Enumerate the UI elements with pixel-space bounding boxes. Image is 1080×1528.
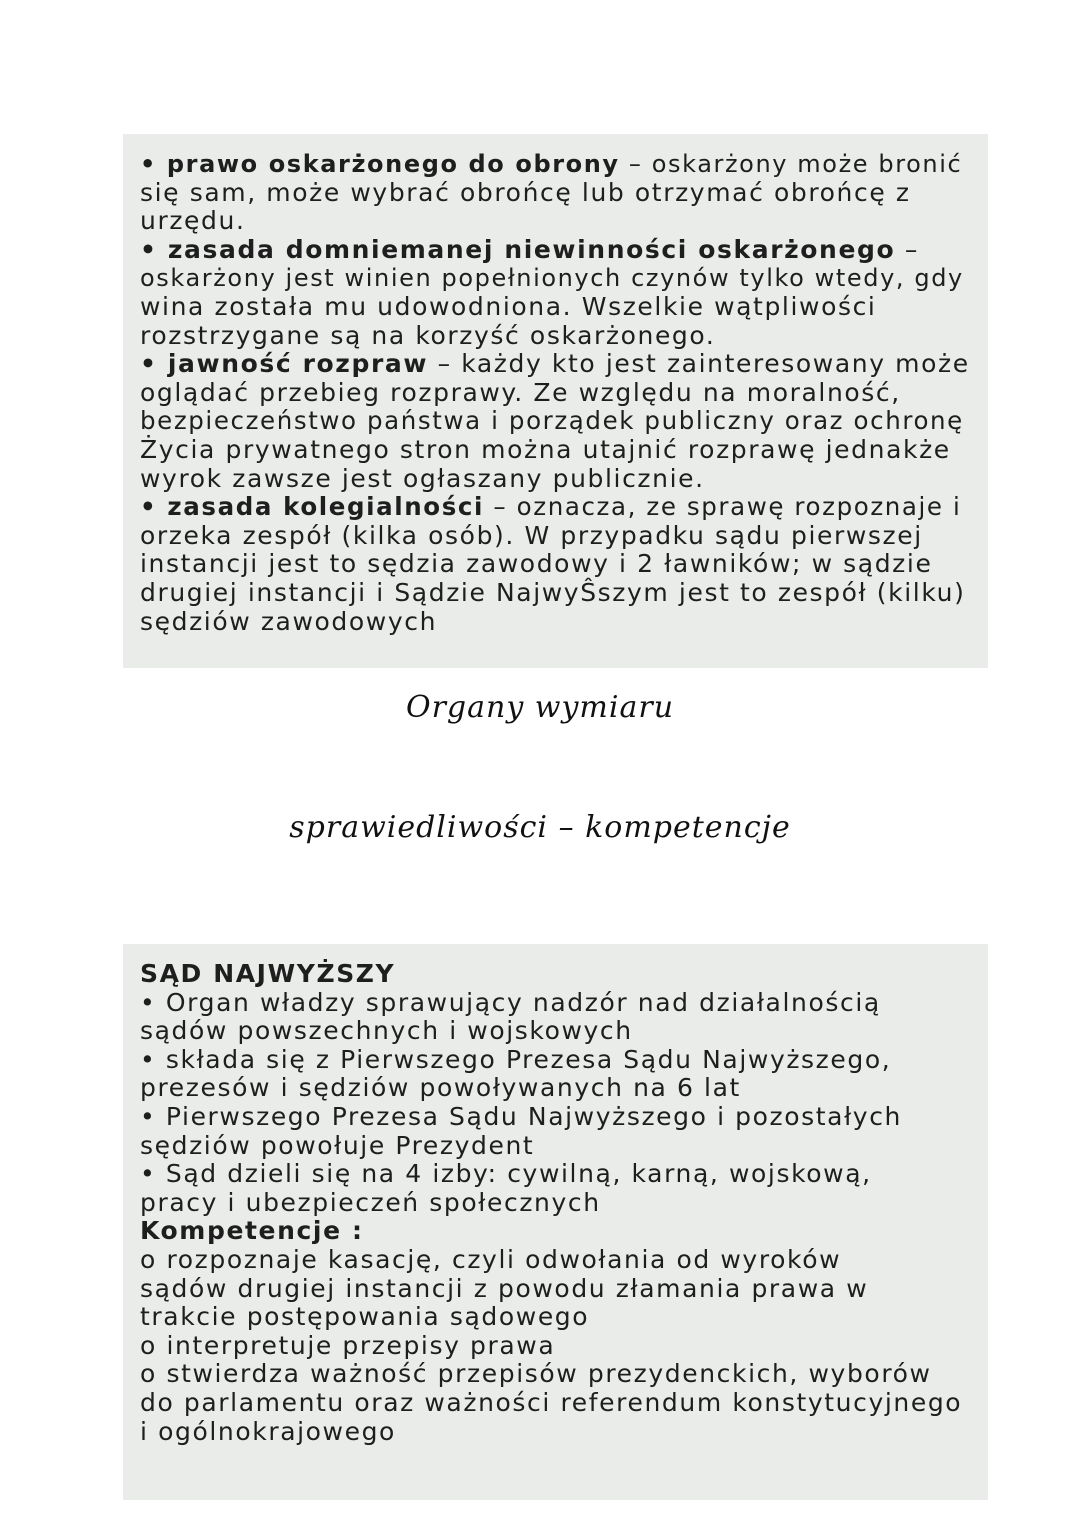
text-line: • Pierwszego Prezesa Sądu Najwyższego i pozostałych [140, 1101, 902, 1131]
section-heading-line1: Organy wymiaru [405, 690, 675, 725]
text-span: – każdy kto jest zainteresowany może [428, 349, 970, 379]
text-line: sędziów powołuje Prezydent [140, 1130, 535, 1160]
text-line: drugiej instancji i Sądzie NajwyŜszym jest to zespół (kilku) [140, 577, 966, 607]
text-span: – [895, 234, 919, 264]
text-line: bezpieczeństwo państwa i porządek publiczny oraz ochronę [140, 406, 964, 436]
text-line: rozstrzygane są na korzyść oskarżonego. [140, 320, 716, 350]
text-line: • Organ władzy sprawujący nadzór nad działalnością [140, 987, 881, 1017]
competences-title: Kompetencje : [140, 1216, 364, 1246]
text-line: się sam, może wybrać obrońcę lub otrzymać obrońcę z [140, 177, 911, 207]
text-line: o interpretuje przepisy prawa [140, 1330, 556, 1360]
text-line: pracy i ubezpieczeń społecznych [140, 1187, 601, 1217]
supreme-court-box [123, 944, 988, 1500]
section-heading-line2: sprawiedliwości – kompetencje [289, 810, 791, 845]
text-line: • Sąd dzieli się na 4 izby: cywilną, karną, wojskową, [140, 1159, 872, 1189]
text-line [140, 350, 974, 379]
text-line: oskarżony jest winien popełnionych czynów tylko wtedy, gdy [140, 264, 964, 293]
supreme-court-title: SĄD NAJWYŻSZY [140, 959, 396, 988]
principles-box [123, 134, 988, 668]
principle-collegiality-title: • zasada kolegialności [140, 492, 485, 522]
text-line [140, 493, 974, 522]
text-line: prezesów i sędziów powoływanych na 6 lat [140, 1073, 741, 1103]
text-line: wina została mu udowodniona. Wszelkie wątpliwości [140, 291, 877, 321]
principle-defense-title: • prawo oskarżonego do obrony [140, 150, 620, 178]
text-line: instancji jest to sędzia zawodowy i 2 ławników; w sądzie [140, 549, 933, 579]
text-line: sądów powszechnych i wojskowych [140, 1016, 633, 1046]
text-line [140, 150, 974, 179]
principle-openness-title: • jawność rozpraw [140, 349, 429, 379]
text-line: do parlamentu oraz ważności referendum konstytucyjnego [140, 1387, 963, 1417]
text-line: • składa się z Pierwszego Prezesa Sądu Najwyższego, [140, 1044, 892, 1074]
text-line: i ogólnokrajowego [140, 1416, 396, 1446]
text-line: sądów drugiej instancji z powodu złamania prawa w [140, 1273, 869, 1303]
text-line: o stwierdza ważność przepisów prezydenckich, wyborów [140, 1359, 932, 1389]
text-line: orzeka zespół (kilka osób). W przypadku sądu pierwszej [140, 520, 923, 550]
text-line: oglądać przebieg rozprawy. Ze względu na moralność, [140, 377, 901, 407]
text-line: sędziów zawodowych [140, 606, 438, 636]
text-line: trakcie postępowania sądowego [140, 1302, 590, 1332]
text-span: – oskarżony może bronić [619, 150, 963, 178]
text-line: wyrok zawsze jest ogłaszany publicznie. [140, 463, 705, 493]
text-line: Życia prywatnego stron można utajnić rozprawę jednakże [140, 434, 951, 464]
text-span: – oznacza, ze sprawę rozpoznaje i [484, 492, 962, 522]
text-line: o rozpoznaje kasację, czyli odwołania od wyroków [140, 1244, 842, 1274]
text-line [140, 236, 974, 265]
principle-innocence-title: • zasada domniemanej niewinności oskarżonego [140, 234, 896, 264]
text-line: urzędu. [140, 206, 246, 236]
